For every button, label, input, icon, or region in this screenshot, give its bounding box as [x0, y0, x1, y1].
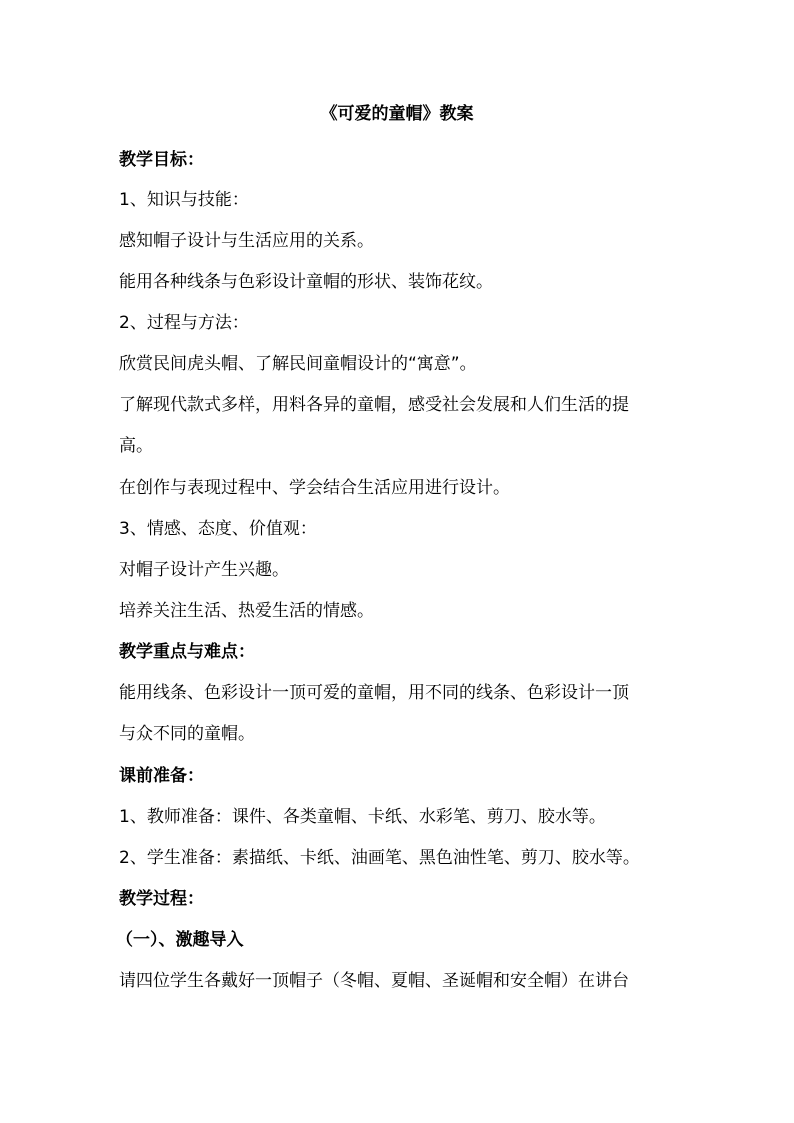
heading-teaching-goals: 教学目标：: [119, 150, 204, 170]
paragraph-line: 培养关注生活、热爱生活的情感。: [119, 601, 374, 621]
paragraph-line: 感知帽子设计与生活应用的关系。: [119, 231, 374, 251]
paragraph-line: 2、学生准备：素描纸、卡纸、油画笔、黑色油性笔、剪刀、胶水等。: [119, 848, 640, 868]
paragraph-line: 1、教师准备：课件、各类童帽、卡纸、水彩笔、剪刀、胶水等。: [119, 807, 606, 827]
paragraph-line: 能用线条、色彩设计一顶可爱的童帽，用不同的线条、色彩设计一顶: [119, 683, 629, 703]
paragraph-line: 请四位学生各戴好一顶帽子（冬帽、夏帽、圣诞帽和安全帽）在讲台: [119, 971, 629, 991]
subheading-emotion-attitude: 3、情感、态度、价值观：: [119, 519, 317, 539]
subheading-process-method: 2、过程与方法：: [119, 313, 249, 333]
heading-teaching-process: 教学过程：: [119, 889, 204, 909]
paragraph-line: 能用各种线条与色彩设计童帽的形状、装饰花纹。: [119, 272, 493, 292]
subheading-knowledge-skills: 1、知识与技能：: [119, 190, 249, 210]
paragraph-line: 在创作与表现过程中、学会结合生活应用进行设计。: [119, 478, 510, 498]
subheading-intro: （一）、激趣导入: [116, 930, 244, 950]
paragraph-line: 高。: [119, 436, 153, 456]
document-title: 《可爱的童帽》教案: [320, 104, 474, 124]
heading-preparation: 课前准备：: [119, 766, 204, 786]
paragraph-line: 与众不同的童帽。: [119, 724, 255, 744]
paragraph-line: 对帽子设计产生兴趣。: [119, 560, 289, 580]
paragraph-line: 了解现代款式多样，用料各异的童帽，感受社会发展和人们生活的提: [119, 395, 629, 415]
heading-key-points: 教学重点与难点：: [119, 642, 255, 662]
paragraph-line: 欣赏民间虎头帽、了解民间童帽设计的“寓意”。: [119, 354, 477, 374]
